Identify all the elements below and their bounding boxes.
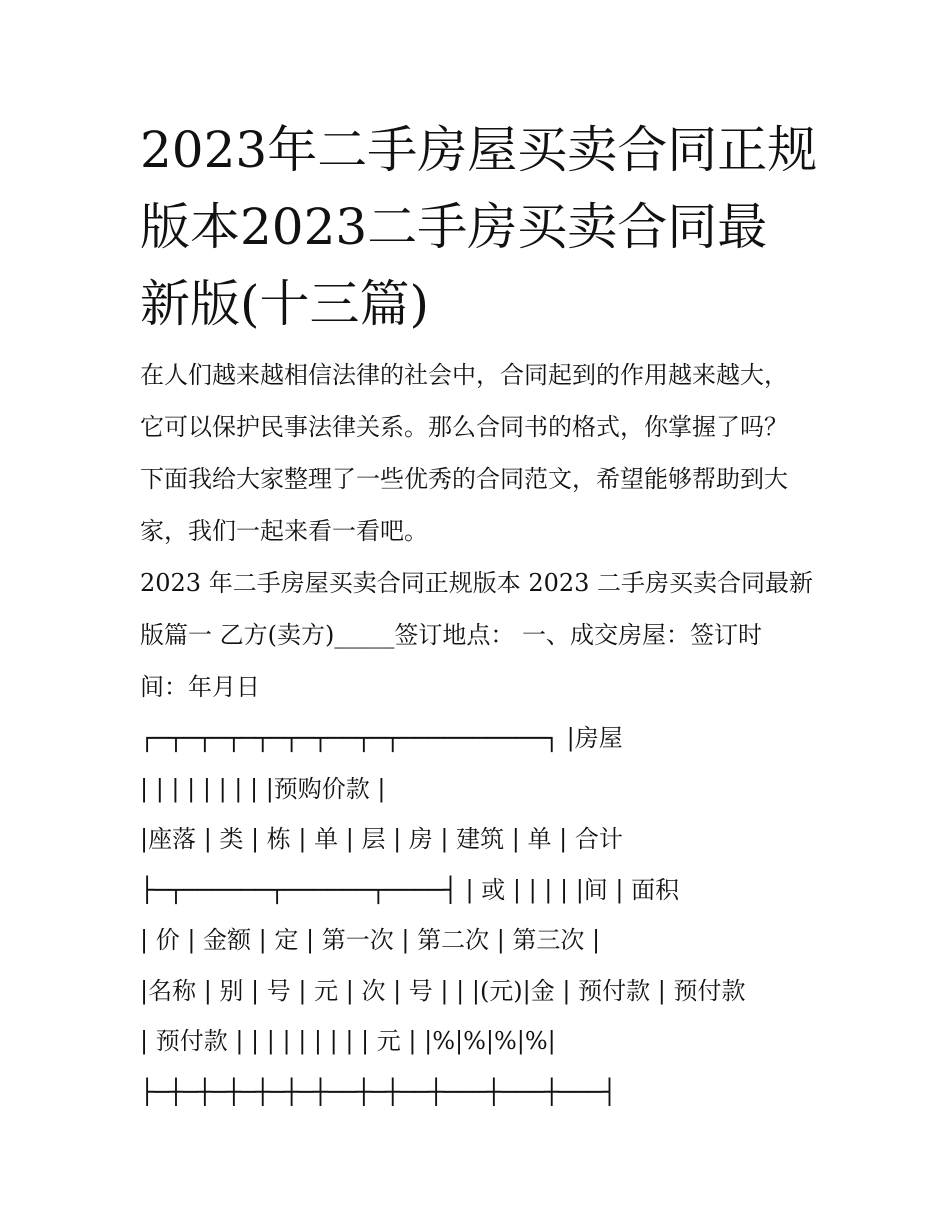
table-line: ├─┼─┼─┼─┼─┼─┼──┼─┼──┼───┼───┼───┤ [140,1077,617,1106]
section-line: 2023 年二手房屋买卖合同正规版本 2023 二手房买卖合同最新 [140,569,814,597]
title-line-1: 2023年二手房屋买卖合同正规 [140,121,818,179]
intro-line: 它可以保护民事法律关系。那么合同书的格式，你掌握了吗？ [140,413,788,441]
intro-paragraph [140,349,820,557]
section-line: 版篇一 乙方(卖方)_____签订地点： 一、成交房屋：签订时 [140,621,762,649]
text-table [140,713,820,1117]
table-line: ├─┬──────┬──────┬────┤ | 或 | | | | |间 | 面积 [140,875,680,904]
table-line: | 价 | 金额 | 定 | 第一次 | 第二次 | 第三次 | [140,926,601,954]
table-line: | | | | | | | | |预购价款 | [140,774,386,803]
intro-line: 下面我给大家整理了一些优秀的合同范文，希望能够帮助到大 [140,465,788,493]
table-line: |座落 | 类 | 栋 | 单 | 层 | 房 | 建筑 | 单 | 合计 [140,825,623,853]
section-heading-paragraph [140,557,820,713]
table-line: |名称 | 别 | 号 | 元 | 次 | 号 | | |(元)|金 | 预付款 | 预付款 [140,976,746,1005]
intro-line: 在人们越来越相信法律的社会中，合同起到的作用越来越大， [140,361,788,389]
document-page [140,112,820,1117]
table-line: ┌─┬─┬─┬─┬─┬─┬──┬─┬──────────┐ |房屋 [140,724,623,752]
title-line-3: 新版(十三篇) [140,275,430,333]
document-title [140,112,820,343]
intro-line: 家，我们一起来看一看吧。 [140,517,428,545]
section-line: 间：年月日 [140,673,260,701]
table-line: | 预付款 | | | | | | | | | 元 | |%|%|%|%| [140,1027,556,1055]
title-line-2: 版本2023二手房买卖合同最 [140,198,768,256]
